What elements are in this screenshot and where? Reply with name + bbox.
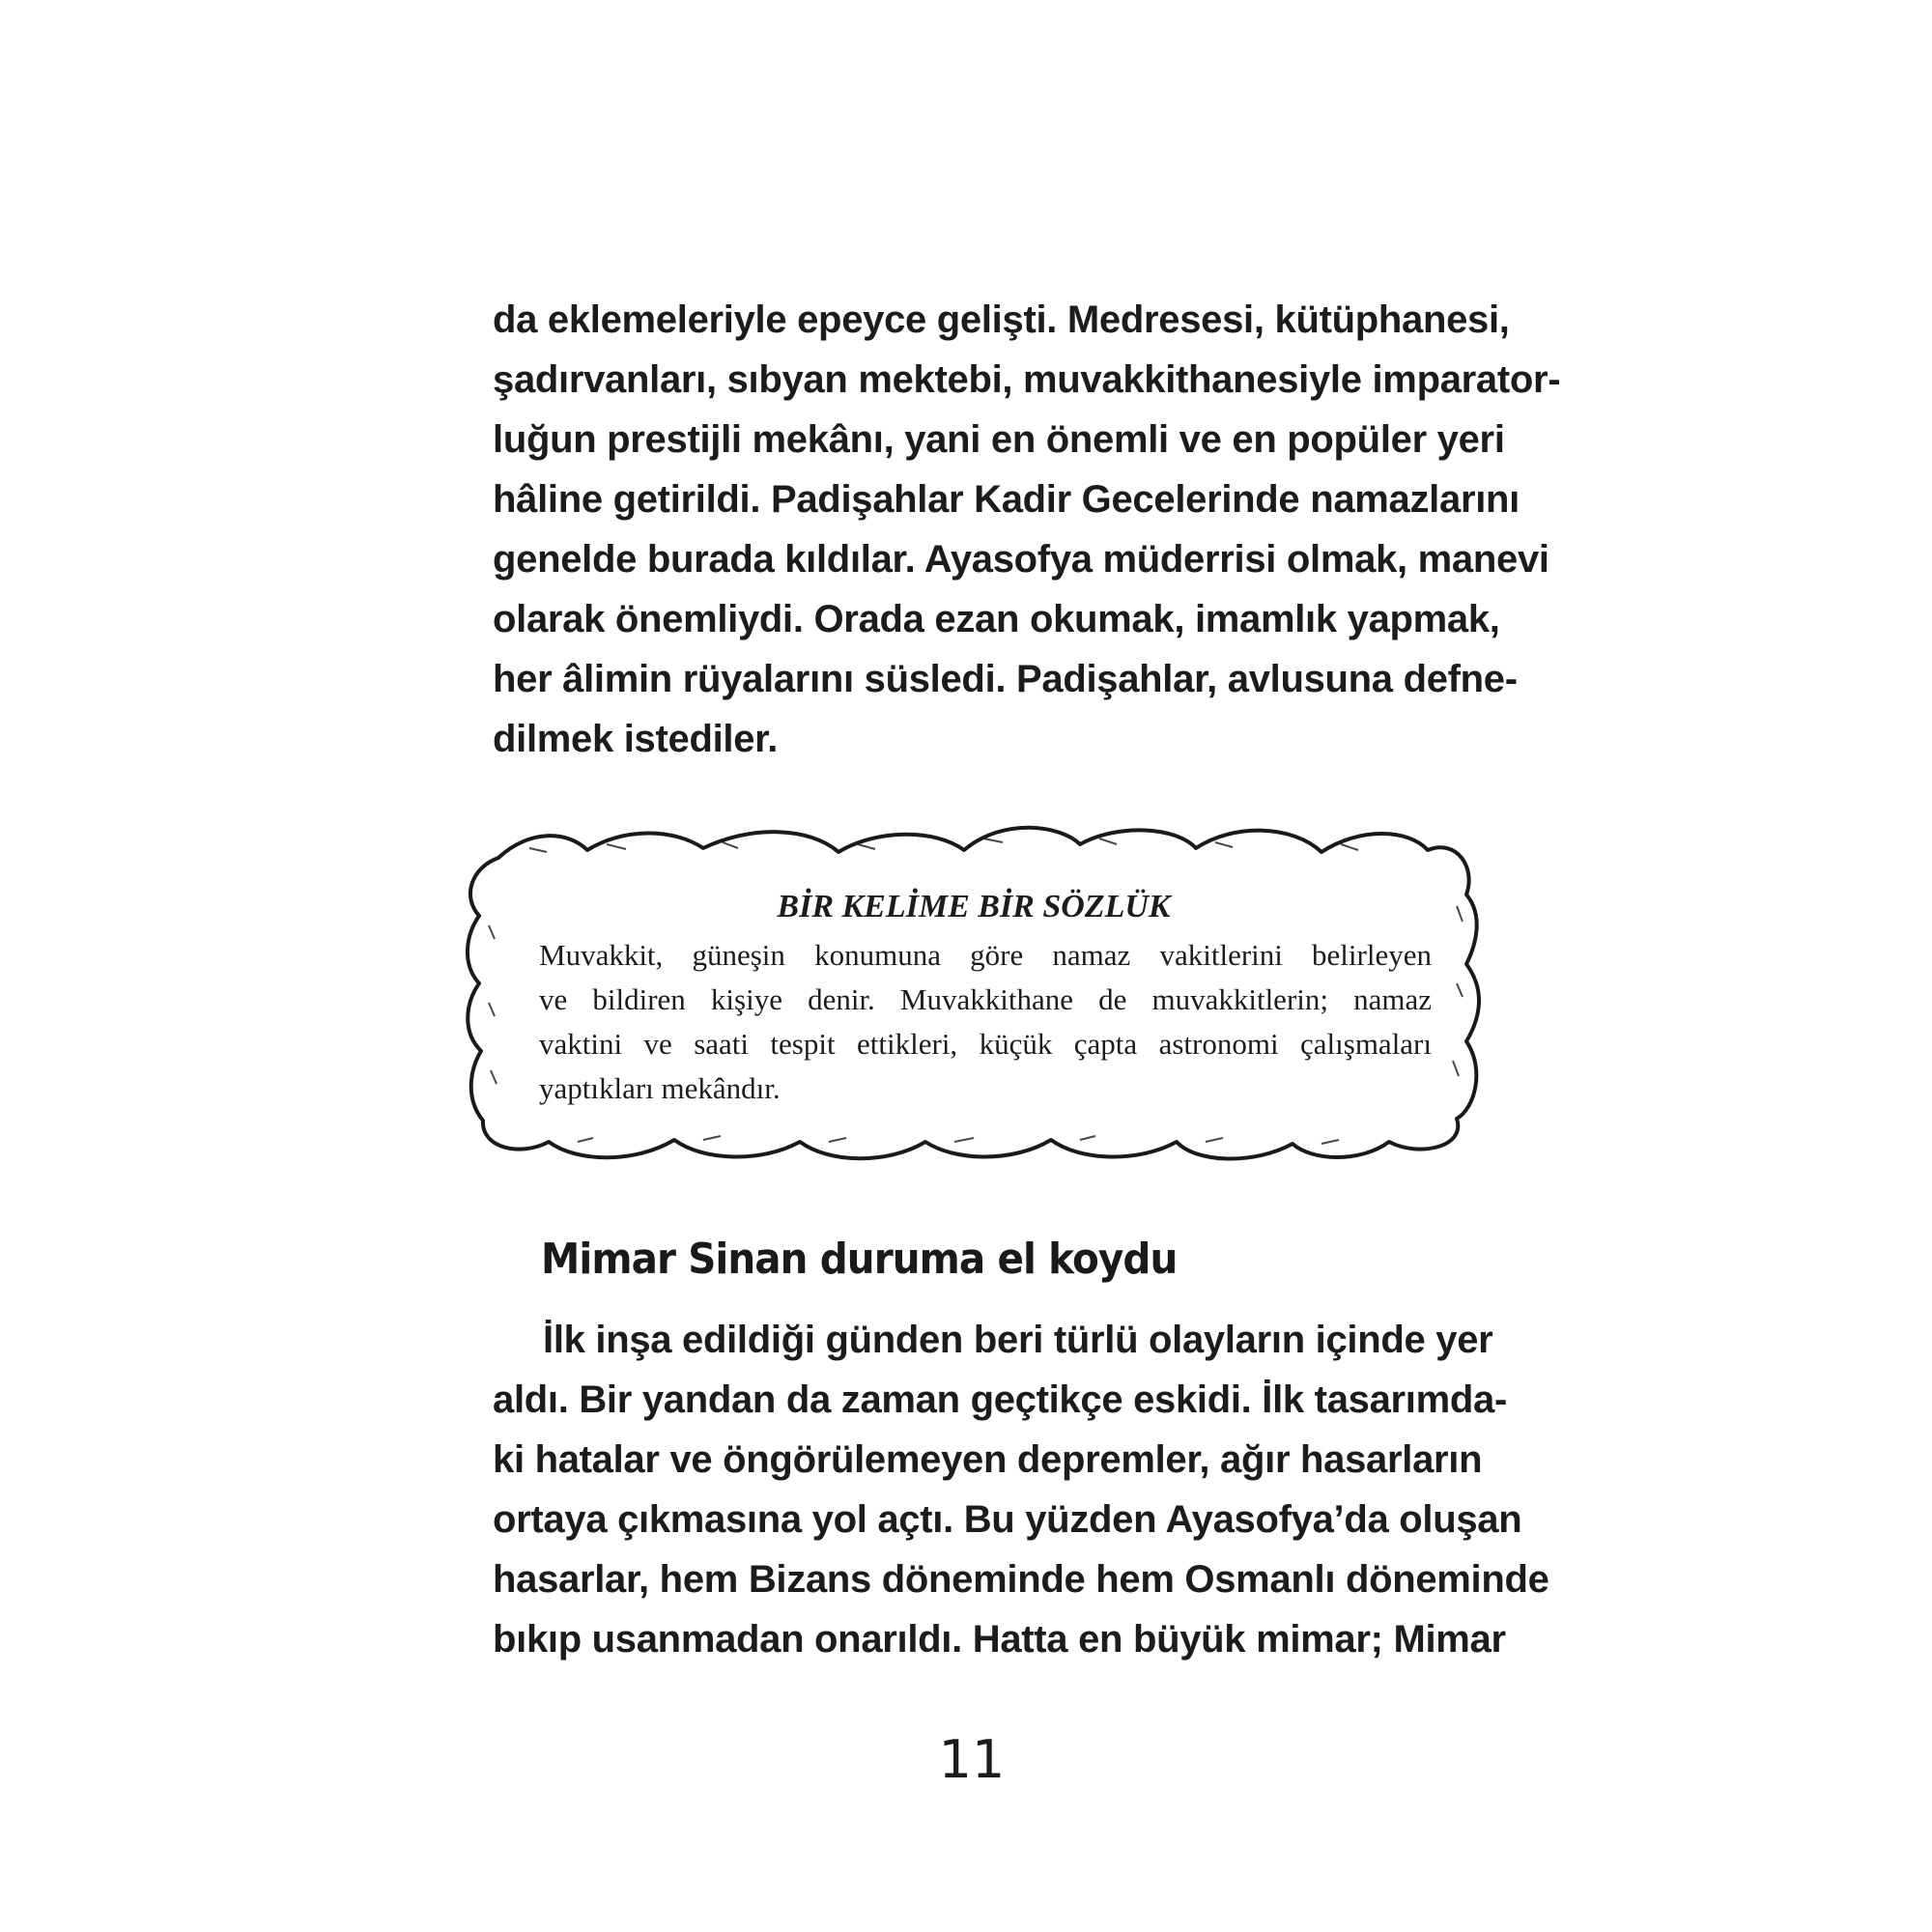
paragraph-1 bbox=[493, 290, 1561, 769]
paragraph-2 bbox=[493, 1310, 1549, 1669]
paragraph-line: her âlimin rüyalarını süsledi. Padişahlar, avlusuna defne- bbox=[493, 658, 1518, 700]
paragraph-line: ki hatalar ve öngörülemeyen depremler, ağır hasarların bbox=[493, 1438, 1483, 1481]
paragraph-line: şadırvanları, sıbyan mektebi, muvakkithanesiyle imparator- bbox=[493, 358, 1561, 401]
glossary-cloud-box bbox=[462, 819, 1486, 1165]
paragraph-line: hâline getirildi. Padişahlar Kadir Gecelerinde namazlarını bbox=[493, 478, 1520, 521]
paragraph-line: bıkıp usanmadan onarıldı. Hatta en büyük mimar; Mimar bbox=[493, 1618, 1506, 1661]
paragraph-line: İlk inşa edildiği günden beri türlü olayların içinde yer bbox=[543, 1319, 1493, 1361]
paragraph-line: aldı. Bir yandan da zaman geçtikçe eskidi. İlk tasarımda- bbox=[493, 1378, 1507, 1421]
page-number: 11 bbox=[938, 1729, 1006, 1790]
glossary-line: yaptıkları mekândır. bbox=[539, 1071, 781, 1105]
paragraph-line: olarak önemliydi. Orada ezan okumak, imamlık yapmak, bbox=[493, 598, 1500, 640]
paragraph-line: hasarlar, hem Bizans döneminde hem Osmanlı döneminde bbox=[493, 1558, 1549, 1601]
glossary-line: Muvakkit, güneşin konumuna göre namaz vakitlerini belirleyen bbox=[539, 938, 1432, 972]
glossary-body bbox=[539, 933, 1432, 1111]
paragraph-line: dilmek istediler. bbox=[493, 718, 779, 760]
glossary-title: BİR KELİME BİR SÖZLÜK bbox=[777, 889, 1171, 924]
paragraph-line: luğun prestijli mekânı, yani en önemli ve en popüler yeri bbox=[493, 418, 1505, 461]
paragraph-line: da eklemeleriyle epeyce gelişti. Medresesi, kütüphanesi, bbox=[493, 298, 1510, 341]
glossary-line: ve bildiren kişiye denir. Muvakkithane de muvakkitlerin; namaz bbox=[539, 982, 1432, 1016]
paragraph-line: genelde burada kıldılar. Ayasofya müderrisi olmak, manevi bbox=[493, 538, 1549, 581]
section-heading: Mimar Sinan duruma el koydu bbox=[541, 1235, 1178, 1284]
glossary-line: vaktini ve saati tespit ettikleri, küçük çapta astronomi çalışmaları bbox=[539, 1027, 1432, 1061]
paragraph-line: ortaya çıkmasına yol açtı. Bu yüzden Ayasofya’da oluşan bbox=[493, 1498, 1522, 1541]
